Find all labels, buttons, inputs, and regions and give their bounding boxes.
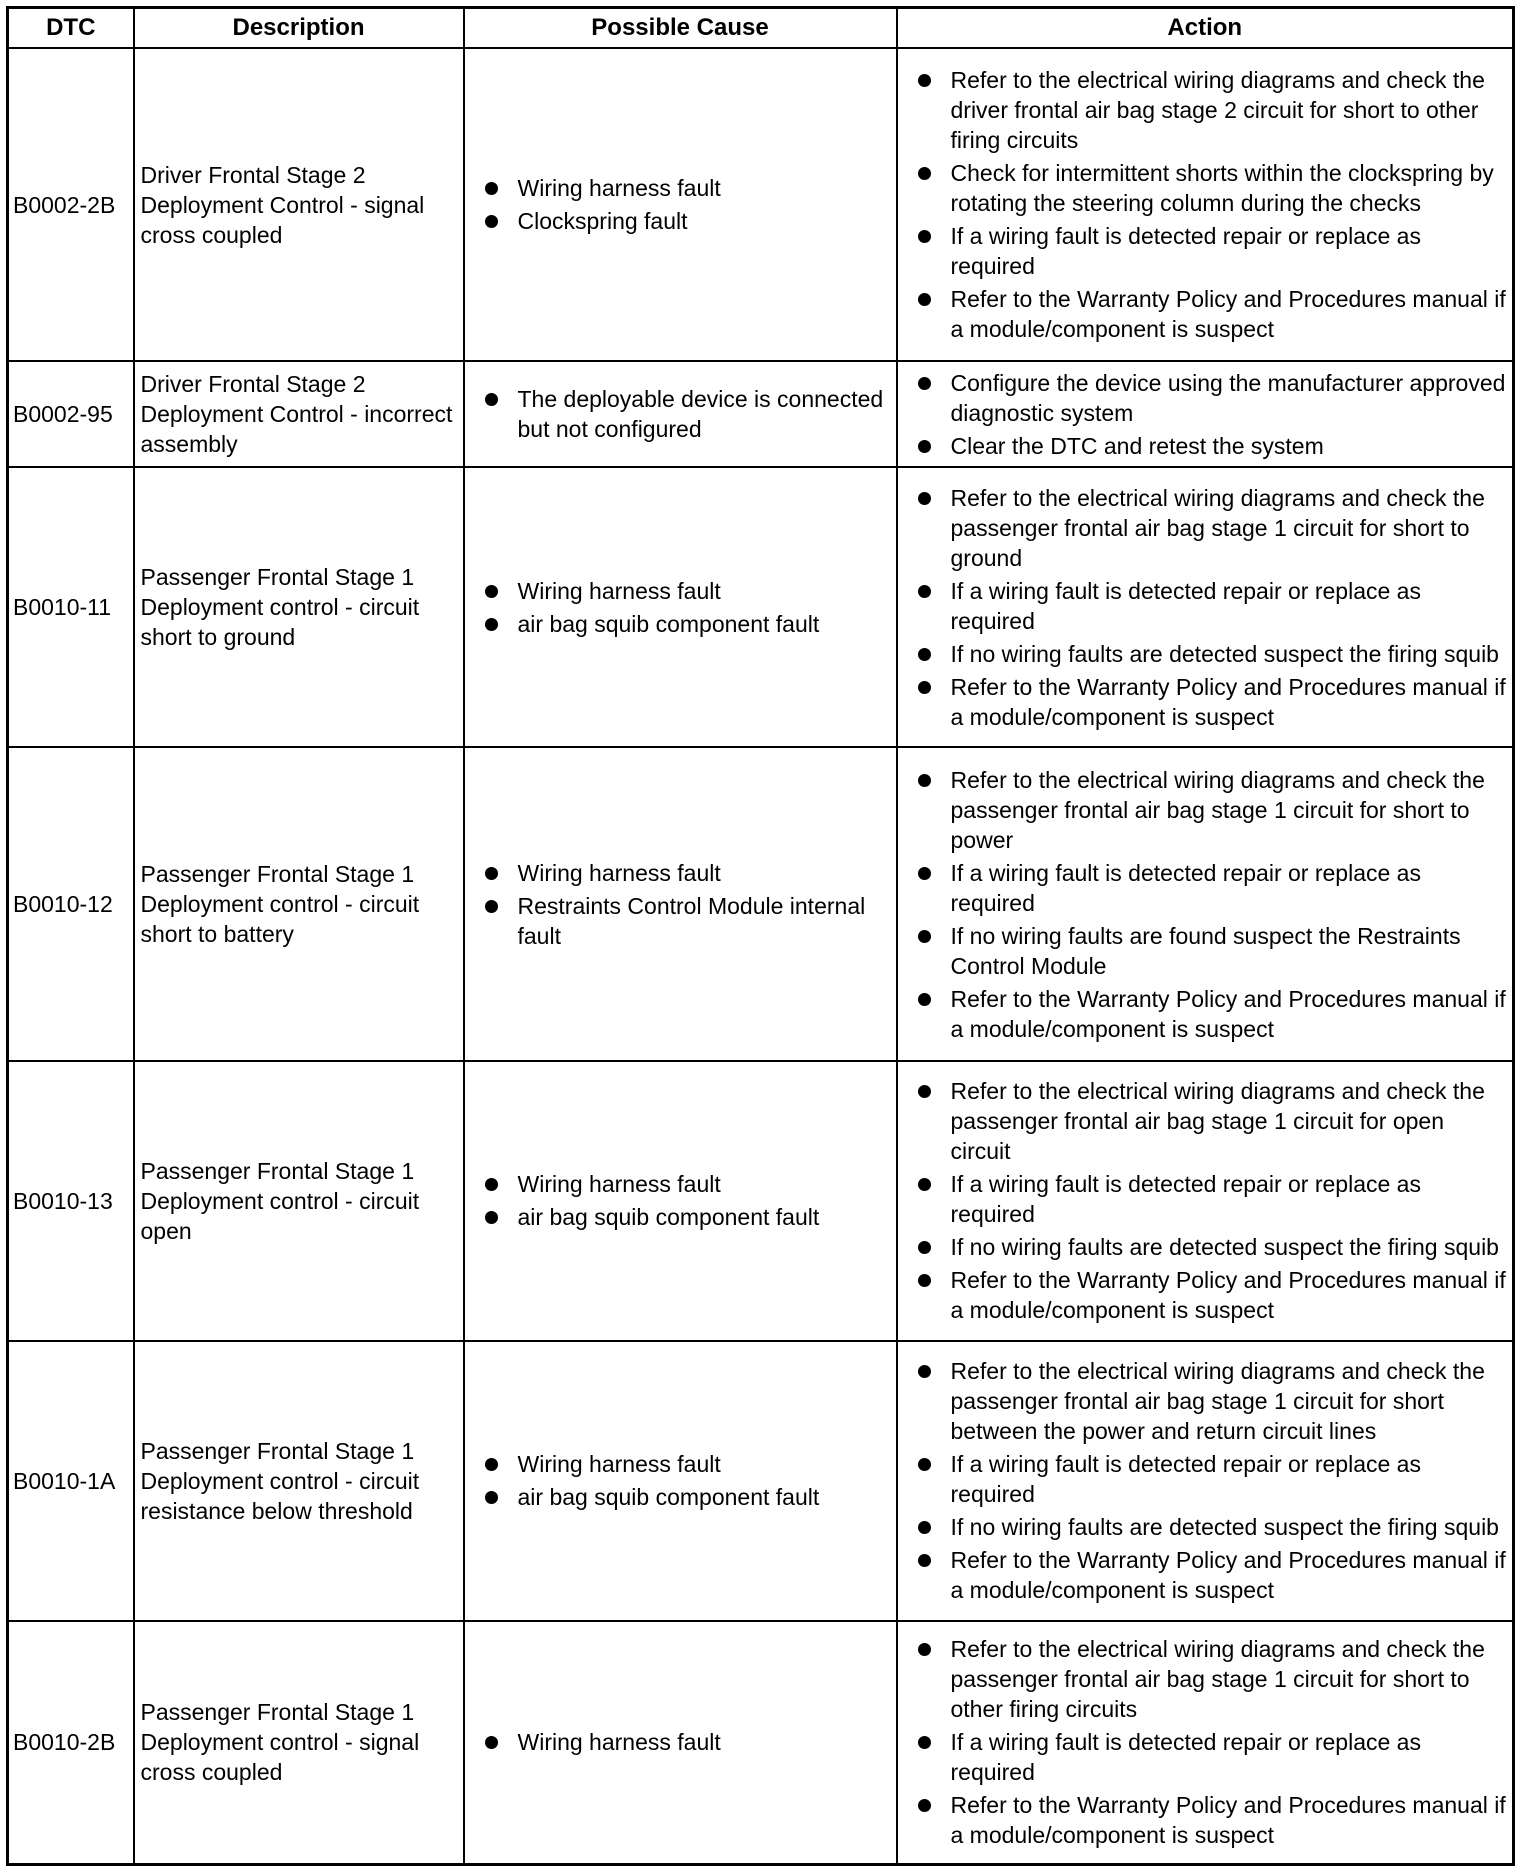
cause-item — [485, 858, 888, 888]
action-text: If a wiring fault is detected repair or replace as required — [950, 577, 1421, 634]
bullet-icon — [918, 1178, 931, 1191]
cause-text: air bag squib component fault — [517, 610, 820, 637]
action-text: Refer to the Warranty Policy and Procedures manual if a module/component is suspect — [950, 286, 1506, 343]
bullet-icon — [918, 1458, 931, 1471]
possible-cause-cell — [464, 1621, 897, 1865]
action-list — [918, 483, 1507, 732]
action-item — [918, 1169, 1507, 1229]
action-item — [918, 576, 1507, 636]
dtc-code: B0010-2B — [8, 1621, 134, 1865]
cause-item — [485, 173, 888, 203]
action-item — [918, 1512, 1507, 1542]
action-cell — [897, 1061, 1514, 1341]
action-list — [918, 368, 1507, 461]
action-text: Refer to the Warranty Policy and Procedures manual if a module/component is suspect — [950, 985, 1506, 1042]
bullet-icon — [918, 930, 931, 943]
bullet-icon — [485, 867, 498, 880]
cause-text: Restraints Control Module internal fault — [517, 892, 866, 949]
bullet-icon — [918, 377, 931, 390]
cause-list — [485, 1449, 888, 1512]
cause-item — [485, 1727, 888, 1757]
header-action: Action — [897, 8, 1514, 49]
bullet-icon — [918, 648, 931, 661]
possible-cause-cell — [464, 747, 897, 1060]
cause-item — [485, 1202, 888, 1232]
cause-list — [485, 1727, 888, 1757]
cause-list — [485, 173, 888, 236]
action-item — [918, 1545, 1507, 1605]
action-item — [918, 1265, 1507, 1325]
action-text: If a wiring fault is detected repair or replace as required — [950, 859, 1421, 916]
bullet-icon — [485, 1458, 498, 1471]
possible-cause-cell — [464, 48, 897, 361]
bullet-icon — [918, 1085, 931, 1098]
action-text: Refer to the electrical wiring diagrams and check the passenger frontal air bag stage 1 circuit for short to power — [950, 766, 1485, 853]
possible-cause-cell — [464, 1061, 897, 1341]
action-text: If no wiring faults are detected suspect the firing squib — [950, 640, 1499, 667]
bullet-icon — [918, 293, 931, 306]
cause-list — [485, 1169, 888, 1232]
bullet-icon — [918, 74, 931, 87]
table-row — [8, 1061, 1514, 1341]
action-item — [918, 1356, 1507, 1446]
table-row — [8, 1621, 1514, 1865]
action-item — [918, 431, 1507, 461]
action-item — [918, 921, 1507, 981]
cause-item — [485, 609, 888, 639]
table-row — [8, 48, 1514, 361]
bullet-icon — [485, 1736, 498, 1749]
action-text: If a wiring fault is detected repair or replace as required — [950, 1451, 1421, 1508]
dtc-description: Driver Frontal Stage 2 Deployment Control - incorrect assembly — [134, 361, 464, 467]
table-body — [8, 48, 1514, 1865]
action-text: If a wiring fault is detected repair or replace as required — [950, 1729, 1421, 1786]
action-list — [918, 1356, 1507, 1605]
bullet-icon — [485, 182, 498, 195]
bullet-icon — [918, 1643, 931, 1656]
action-text: Refer to the Warranty Policy and Procedures manual if a module/component is suspect — [950, 1547, 1506, 1604]
dtc-code: B0010-12 — [8, 747, 134, 1060]
dtc-code: B0002-95 — [8, 361, 134, 467]
bullet-icon — [918, 1554, 931, 1567]
bullet-icon — [485, 1491, 498, 1504]
action-cell — [897, 467, 1514, 747]
cause-text: Wiring harness fault — [517, 577, 721, 604]
bullet-icon — [918, 867, 931, 880]
bullet-icon — [918, 492, 931, 505]
dtc-code: B0010-1A — [8, 1341, 134, 1621]
possible-cause-cell — [464, 361, 897, 467]
action-list — [918, 765, 1507, 1044]
cause-text: Wiring harness fault — [517, 1171, 721, 1198]
cause-item — [485, 206, 888, 236]
action-item — [918, 984, 1507, 1044]
bullet-icon — [918, 993, 931, 1006]
bullet-icon — [485, 618, 498, 631]
bullet-icon — [485, 585, 498, 598]
action-text: Refer to the electrical wiring diagrams and check the driver frontal air bag stage 2 circuit for short to other firing circuits — [950, 67, 1485, 154]
action-text: Check for intermittent shorts within the clockspring by rotating the steering column during the checks — [950, 160, 1494, 217]
dtc-code: B0010-11 — [8, 467, 134, 747]
cause-item — [485, 1449, 888, 1479]
cause-text: Wiring harness fault — [517, 1451, 721, 1478]
action-cell — [897, 48, 1514, 361]
bullet-icon — [485, 393, 498, 406]
bullet-icon — [918, 681, 931, 694]
action-text: Configure the device using the manufacturer approved diagnostic system — [950, 369, 1506, 426]
action-text: Refer to the electrical wiring diagrams and check the passenger frontal air bag stage 1 circuit for short between the power and return circuit lines — [950, 1358, 1485, 1445]
cause-item — [485, 1482, 888, 1512]
action-item — [918, 1449, 1507, 1509]
action-item — [918, 639, 1507, 669]
action-item — [918, 483, 1507, 573]
cause-text: Wiring harness fault — [517, 1729, 721, 1756]
action-cell — [897, 361, 1514, 467]
cause-text: Clockspring fault — [517, 208, 688, 235]
action-item — [918, 765, 1507, 855]
dtc-description: Passenger Frontal Stage 1 Deployment control - circuit open — [134, 1061, 464, 1341]
header-description: Description — [134, 8, 464, 49]
cause-list — [485, 576, 888, 639]
action-item — [918, 221, 1507, 281]
dtc-table — [6, 6, 1515, 1866]
dtc-description: Driver Frontal Stage 2 Deployment Control - signal cross coupled — [134, 48, 464, 361]
action-text: Clear the DTC and retest the system — [950, 432, 1324, 459]
table-row — [8, 1341, 1514, 1621]
action-text: If no wiring faults are detected suspect the firing squib — [950, 1234, 1499, 1261]
bullet-icon — [918, 1736, 931, 1749]
possible-cause-cell — [464, 1341, 897, 1621]
action-item — [918, 672, 1507, 732]
table-row — [8, 361, 1514, 467]
possible-cause-cell — [464, 467, 897, 747]
bullet-icon — [918, 440, 931, 453]
bullet-icon — [485, 1178, 498, 1191]
dtc-description: Passenger Frontal Stage 1 Deployment control - signal cross coupled — [134, 1621, 464, 1865]
cause-item — [485, 576, 888, 606]
bullet-icon — [918, 1365, 931, 1378]
dtc-code: B0010-13 — [8, 1061, 134, 1341]
bullet-icon — [918, 1521, 931, 1534]
bullet-icon — [485, 900, 498, 913]
action-list — [918, 1076, 1507, 1325]
cause-text: The deployable device is connected but not configured — [517, 386, 884, 443]
header-dtc: DTC — [8, 8, 134, 49]
action-item — [918, 158, 1507, 218]
action-text: Refer to the electrical wiring diagrams and check the passenger frontal air bag stage 1 circuit for open circuit — [950, 1078, 1485, 1165]
action-item — [918, 368, 1507, 428]
action-cell — [897, 1621, 1514, 1865]
cause-text: air bag squib component fault — [517, 1484, 820, 1511]
table-header-row — [8, 8, 1514, 49]
dtc-code: B0002-2B — [8, 48, 134, 361]
action-text: Refer to the Warranty Policy and Procedures manual if a module/component is suspect — [950, 673, 1506, 730]
cause-text: air bag squib component fault — [517, 1204, 820, 1231]
action-item — [918, 1727, 1507, 1787]
bullet-icon — [485, 215, 498, 228]
action-cell — [897, 747, 1514, 1060]
bullet-icon — [918, 167, 931, 180]
action-text: Refer to the Warranty Policy and Procedures manual if a module/component is suspect — [950, 1267, 1506, 1324]
dtc-description: Passenger Frontal Stage 1 Deployment control - circuit resistance below threshold — [134, 1341, 464, 1621]
dtc-description: Passenger Frontal Stage 1 Deployment control - circuit short to battery — [134, 747, 464, 1060]
header-possible-cause: Possible Cause — [464, 8, 897, 49]
action-item — [918, 858, 1507, 918]
cause-text: Wiring harness fault — [517, 175, 721, 202]
cause-item — [485, 891, 888, 951]
action-list — [918, 65, 1507, 344]
bullet-icon — [918, 1274, 931, 1287]
bullet-icon — [918, 1799, 931, 1812]
action-item — [918, 284, 1507, 344]
action-text: Refer to the electrical wiring diagrams and check the passenger frontal air bag stage 1 circuit for short to other firing circuits — [950, 1636, 1485, 1723]
cause-list — [485, 384, 888, 444]
action-item — [918, 1790, 1507, 1850]
action-text: If no wiring faults are detected suspect the firing squib — [950, 1514, 1499, 1541]
bullet-icon — [918, 230, 931, 243]
cause-item — [485, 1169, 888, 1199]
action-item — [918, 1232, 1507, 1262]
dtc-description: Passenger Frontal Stage 1 Deployment control - circuit short to ground — [134, 467, 464, 747]
table-row — [8, 747, 1514, 1060]
bullet-icon — [918, 1241, 931, 1254]
action-text: Refer to the electrical wiring diagrams and check the passenger frontal air bag stage 1 circuit for short to ground — [950, 484, 1485, 571]
action-text: If no wiring faults are found suspect the Restraints Control Module — [950, 922, 1461, 979]
action-text: Refer to the Warranty Policy and Procedures manual if a module/component is suspect — [950, 1792, 1506, 1849]
action-text: If a wiring fault is detected repair or replace as required — [950, 1171, 1421, 1228]
action-item — [918, 1076, 1507, 1166]
cause-list — [485, 858, 888, 951]
action-cell — [897, 1341, 1514, 1621]
action-text: If a wiring fault is detected repair or replace as required — [950, 223, 1421, 280]
cause-text: Wiring harness fault — [517, 859, 721, 886]
table-row — [8, 467, 1514, 747]
bullet-icon — [918, 774, 931, 787]
bullet-icon — [918, 585, 931, 598]
action-item — [918, 65, 1507, 155]
action-item — [918, 1634, 1507, 1724]
bullet-icon — [485, 1211, 498, 1224]
cause-item — [485, 384, 888, 444]
action-list — [918, 1634, 1507, 1850]
